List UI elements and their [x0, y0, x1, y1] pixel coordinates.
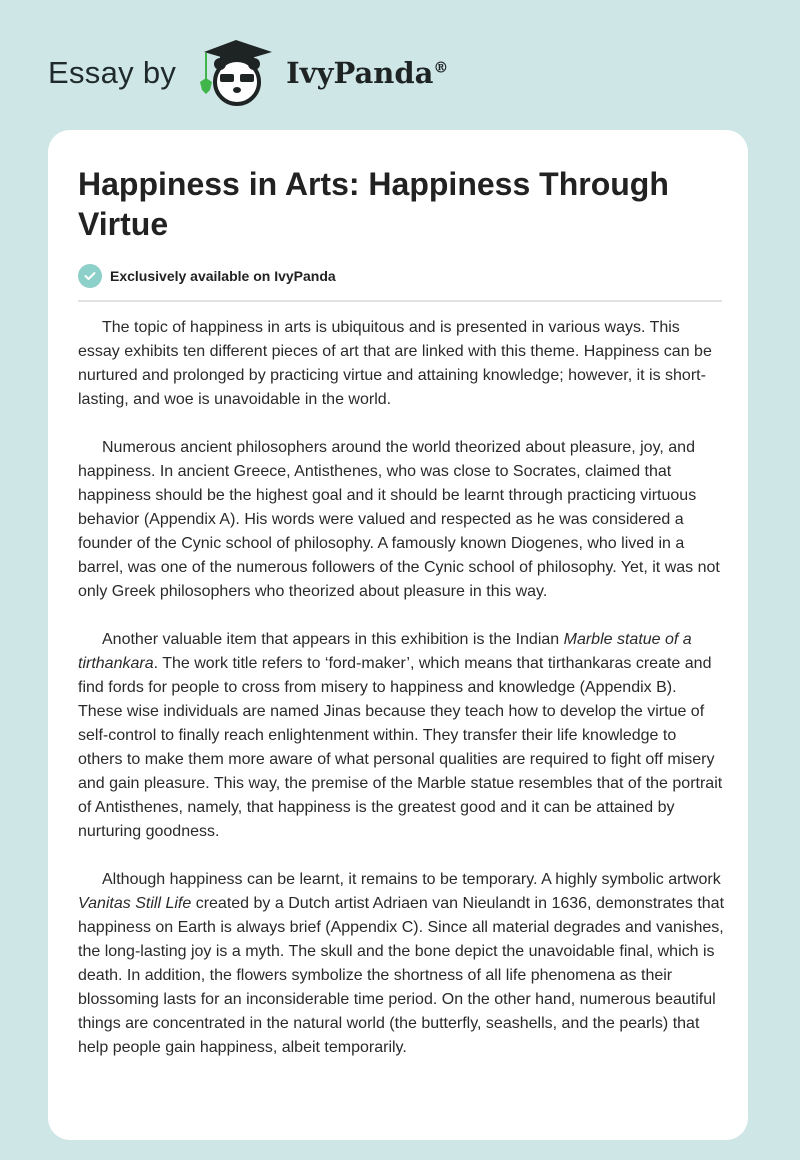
essay-by-label: Essay by [48, 55, 177, 90]
essay-paragraph [78, 868, 724, 1060]
badge-text: Exclusively available on IvyPanda [110, 268, 336, 284]
divider [78, 300, 722, 302]
paragraph-text: Numerous ancient philosophers around the world theorized about pleasure, joy, and happiness. In ancient Greece, Antisthenes, who was close to Socrates, claimed that happiness should be the highest goal and it should be learnt through practicing virtuous behavior (Appendix A). His words were valued and respected as he was considered a founder of the Cynic school of philosophy. A famously known Diogenes, who lived in a barrel, was one of the numerous followers of the Cynic school of philosophy. Yet, it was not only Greek philosophers who theorized about pleasure in this way. [78, 439, 720, 600]
essay-paragraph [78, 628, 724, 844]
paragraph-text: Although happiness can be learnt, it remains to be temporary. A highly symbolic artwork [102, 871, 721, 888]
artwork-title: Marble statue of a tirthankara [78, 631, 692, 672]
essay-card [48, 130, 748, 1140]
artwork-title: Vanitas Still Life [78, 895, 192, 912]
paragraph-text: The topic of happiness in arts is ubiquitous and is presented in various ways. This essay exhibits ten different pieces of art that are linked with this theme. Happiness can be nurtured and prolonged by practicing virtue and attaining knowledge; however, it is short-lasting, and woe is unavoidable in the world. [78, 319, 712, 408]
brand-name[interactable]: IvyPanda® [286, 56, 449, 90]
essay-body [78, 316, 724, 1084]
panda-graduate-logo-icon[interactable] [194, 38, 280, 108]
exclusive-badge [78, 264, 336, 288]
check-circle-icon [78, 264, 102, 288]
site-header [48, 38, 448, 108]
essay-title: Happiness in Arts: Happiness Through Virtue [78, 166, 669, 242]
paragraph-text: . The work title refers to ‘ford-maker’, which means that tirthankaras create and find fords for people to cross from misery to happiness and knowledge (Appendix B). These wise individuals are named Jinas because they teach how to develop the virtue of self-control to finally reach enlightenment within. They transfer their life knowledge to others to make them more aware of what personal qualities are required to fight off misery and gain pleasure. This way, the premise of the Marble statue resembles that of the portrait of Antisthenes, namely, that happiness is the greatest good and it can be attained by nurturing goodness. [78, 655, 723, 840]
paragraph-text: created by a Dutch artist Adriaen van Nieulandt in 1636, demonstrates that happiness on Earth is always brief (Appendix C). Since all material degrades and vanishes, the long-lasting joy is a myth. The skull and the bone depict the unavoidable final, which is death. In addition, the flowers symbolize the shortness of all life phenomena as their blossoming lasts for an inconsiderable time period. On the other hand, numerous beautiful things are concentrated in the natural world (the butterfly, seashells, and the pearls) that help people gain happiness, albeit temporarily. [78, 895, 725, 1056]
essay-paragraph [78, 316, 724, 412]
essay-paragraph [78, 436, 724, 604]
paragraph-text: Another valuable item that appears in this exhibition is the Indian [102, 631, 564, 648]
